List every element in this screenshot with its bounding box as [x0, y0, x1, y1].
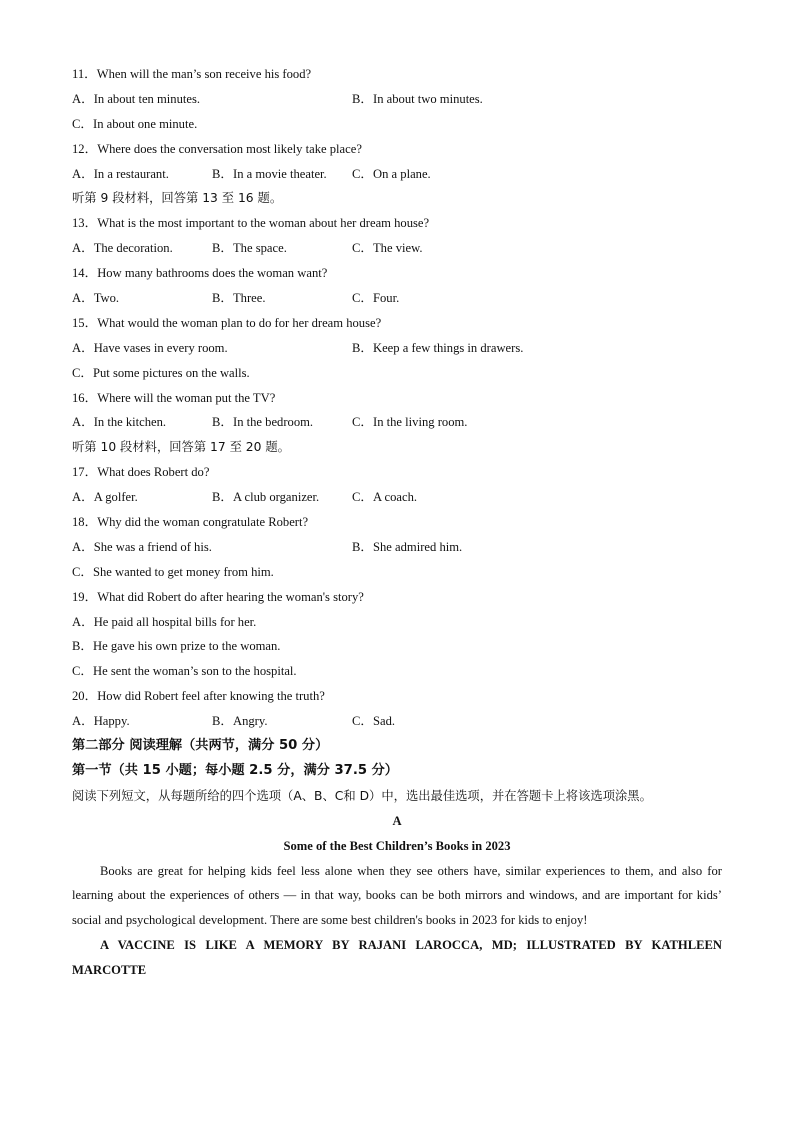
- option-b: B．Three.: [212, 291, 266, 306]
- options-row: [72, 236, 722, 261]
- option-b: B．In a movie theater.: [212, 166, 327, 181]
- option-a: A．In a restaurant.: [72, 166, 169, 181]
- option-b: B．She admired him.: [352, 539, 463, 554]
- section-note-material-9: 听第 9 段材料，回答第 13 至 16 题。: [72, 191, 283, 206]
- option-a: A．Happy.: [72, 714, 130, 729]
- option-b: B．A club organizer.: [212, 490, 320, 505]
- option-b: B．In the bedroom.: [212, 415, 314, 430]
- section-note-material-10: 听第 10 段材料，回答第 17 至 20 题。: [72, 440, 290, 455]
- option-b: B．In about two minutes.: [352, 91, 483, 106]
- question-20: 20．How did Robert feel after knowing the truth?: [72, 689, 325, 704]
- option-c: C．Put some pictures on the walls.: [72, 365, 250, 380]
- option-a: A．Two.: [72, 291, 120, 306]
- options-row: [72, 485, 722, 510]
- option-a: A．In about ten minutes.: [72, 91, 201, 106]
- option-b: B．The space.: [212, 241, 287, 256]
- option-c: C．In the living room.: [352, 415, 468, 430]
- option-a: A．In the kitchen.: [72, 415, 167, 430]
- question-12: 12．Where does the conversation most likely take place?: [72, 141, 362, 156]
- option-c: C．He sent the woman’s son to the hospital.: [72, 664, 297, 679]
- options-row: [72, 286, 722, 311]
- option-b: B．Keep a few things in drawers.: [352, 340, 524, 355]
- question-11: 11．When will the man’s son receive his food?: [72, 67, 312, 81]
- options-row: [72, 410, 722, 435]
- exam-page: [72, 62, 722, 983]
- option-c: C．On a plane.: [352, 166, 431, 181]
- options-row: [72, 535, 722, 560]
- part2-title: 第二部分 阅读理解（共两节，满分 50 分）: [72, 738, 329, 754]
- question-13: 13．What is the most important to the woman about her dream house?: [72, 216, 430, 231]
- question-15: 15．What would the woman plan to do for her dream house?: [72, 315, 382, 330]
- option-a: A．A golfer.: [72, 490, 138, 505]
- option-b: B．He gave his own prize to the woman.: [72, 639, 281, 654]
- option-c: C．She wanted to get money from him.: [72, 564, 274, 579]
- passage-title: Some of the Best Children’s Books in 2023: [283, 838, 511, 853]
- options-row: [72, 336, 722, 361]
- option-a: A．The decoration.: [72, 241, 173, 256]
- question-14: 14．How many bathrooms does the woman want?: [72, 266, 328, 281]
- option-a: A．He paid all hospital bills for her.: [72, 614, 257, 629]
- question-19: 19．What did Robert do after hearing the woman's story?: [72, 589, 364, 604]
- option-c: C．In about one minute.: [72, 116, 198, 131]
- option-c: C．Four.: [352, 291, 400, 306]
- question-18: 18．Why did the woman congratulate Robert?: [72, 515, 309, 530]
- option-c: C．Sad.: [352, 714, 396, 729]
- book-heading: A VACCINE IS LIKE A MEMORY BY RAJANI LAROCCA, MD; ILLUSTRATED BY KATHLEEN MARCOTTE: [72, 938, 722, 978]
- passage-paragraph: Books are great for helping kids feel less alone when they see others have, similar experiences to them, and also for learning about the experiences of others — in that way, books can be both mirrors and windows, and are important for kids’ social and psychological development. There are some best children's books in 2023 for kids to enjoy!: [72, 863, 722, 928]
- part2-instruction: 阅读下列短文，从每题所给的四个选项（A、B、C和 D）中，选出最佳选项，并在答题卡上将该选项涂黑。: [72, 788, 652, 803]
- part2-section1-title: 第一节（共 15 小题；每小题 2.5 分，满分 37.5 分）: [72, 762, 398, 778]
- option-c: C．A coach.: [352, 490, 418, 505]
- option-b: B．Angry.: [212, 714, 268, 729]
- options-row: [72, 87, 722, 112]
- options-row: [72, 162, 722, 187]
- question-17: 17．What does Robert do?: [72, 465, 210, 480]
- options-row: [72, 709, 722, 734]
- option-a: A．She was a friend of his.: [72, 539, 212, 554]
- question-16: 16．Where will the woman put the TV?: [72, 390, 276, 405]
- passage-letter: A: [392, 813, 402, 828]
- option-c: C．The view.: [352, 241, 423, 256]
- option-a: A．Have vases in every room.: [72, 340, 228, 355]
